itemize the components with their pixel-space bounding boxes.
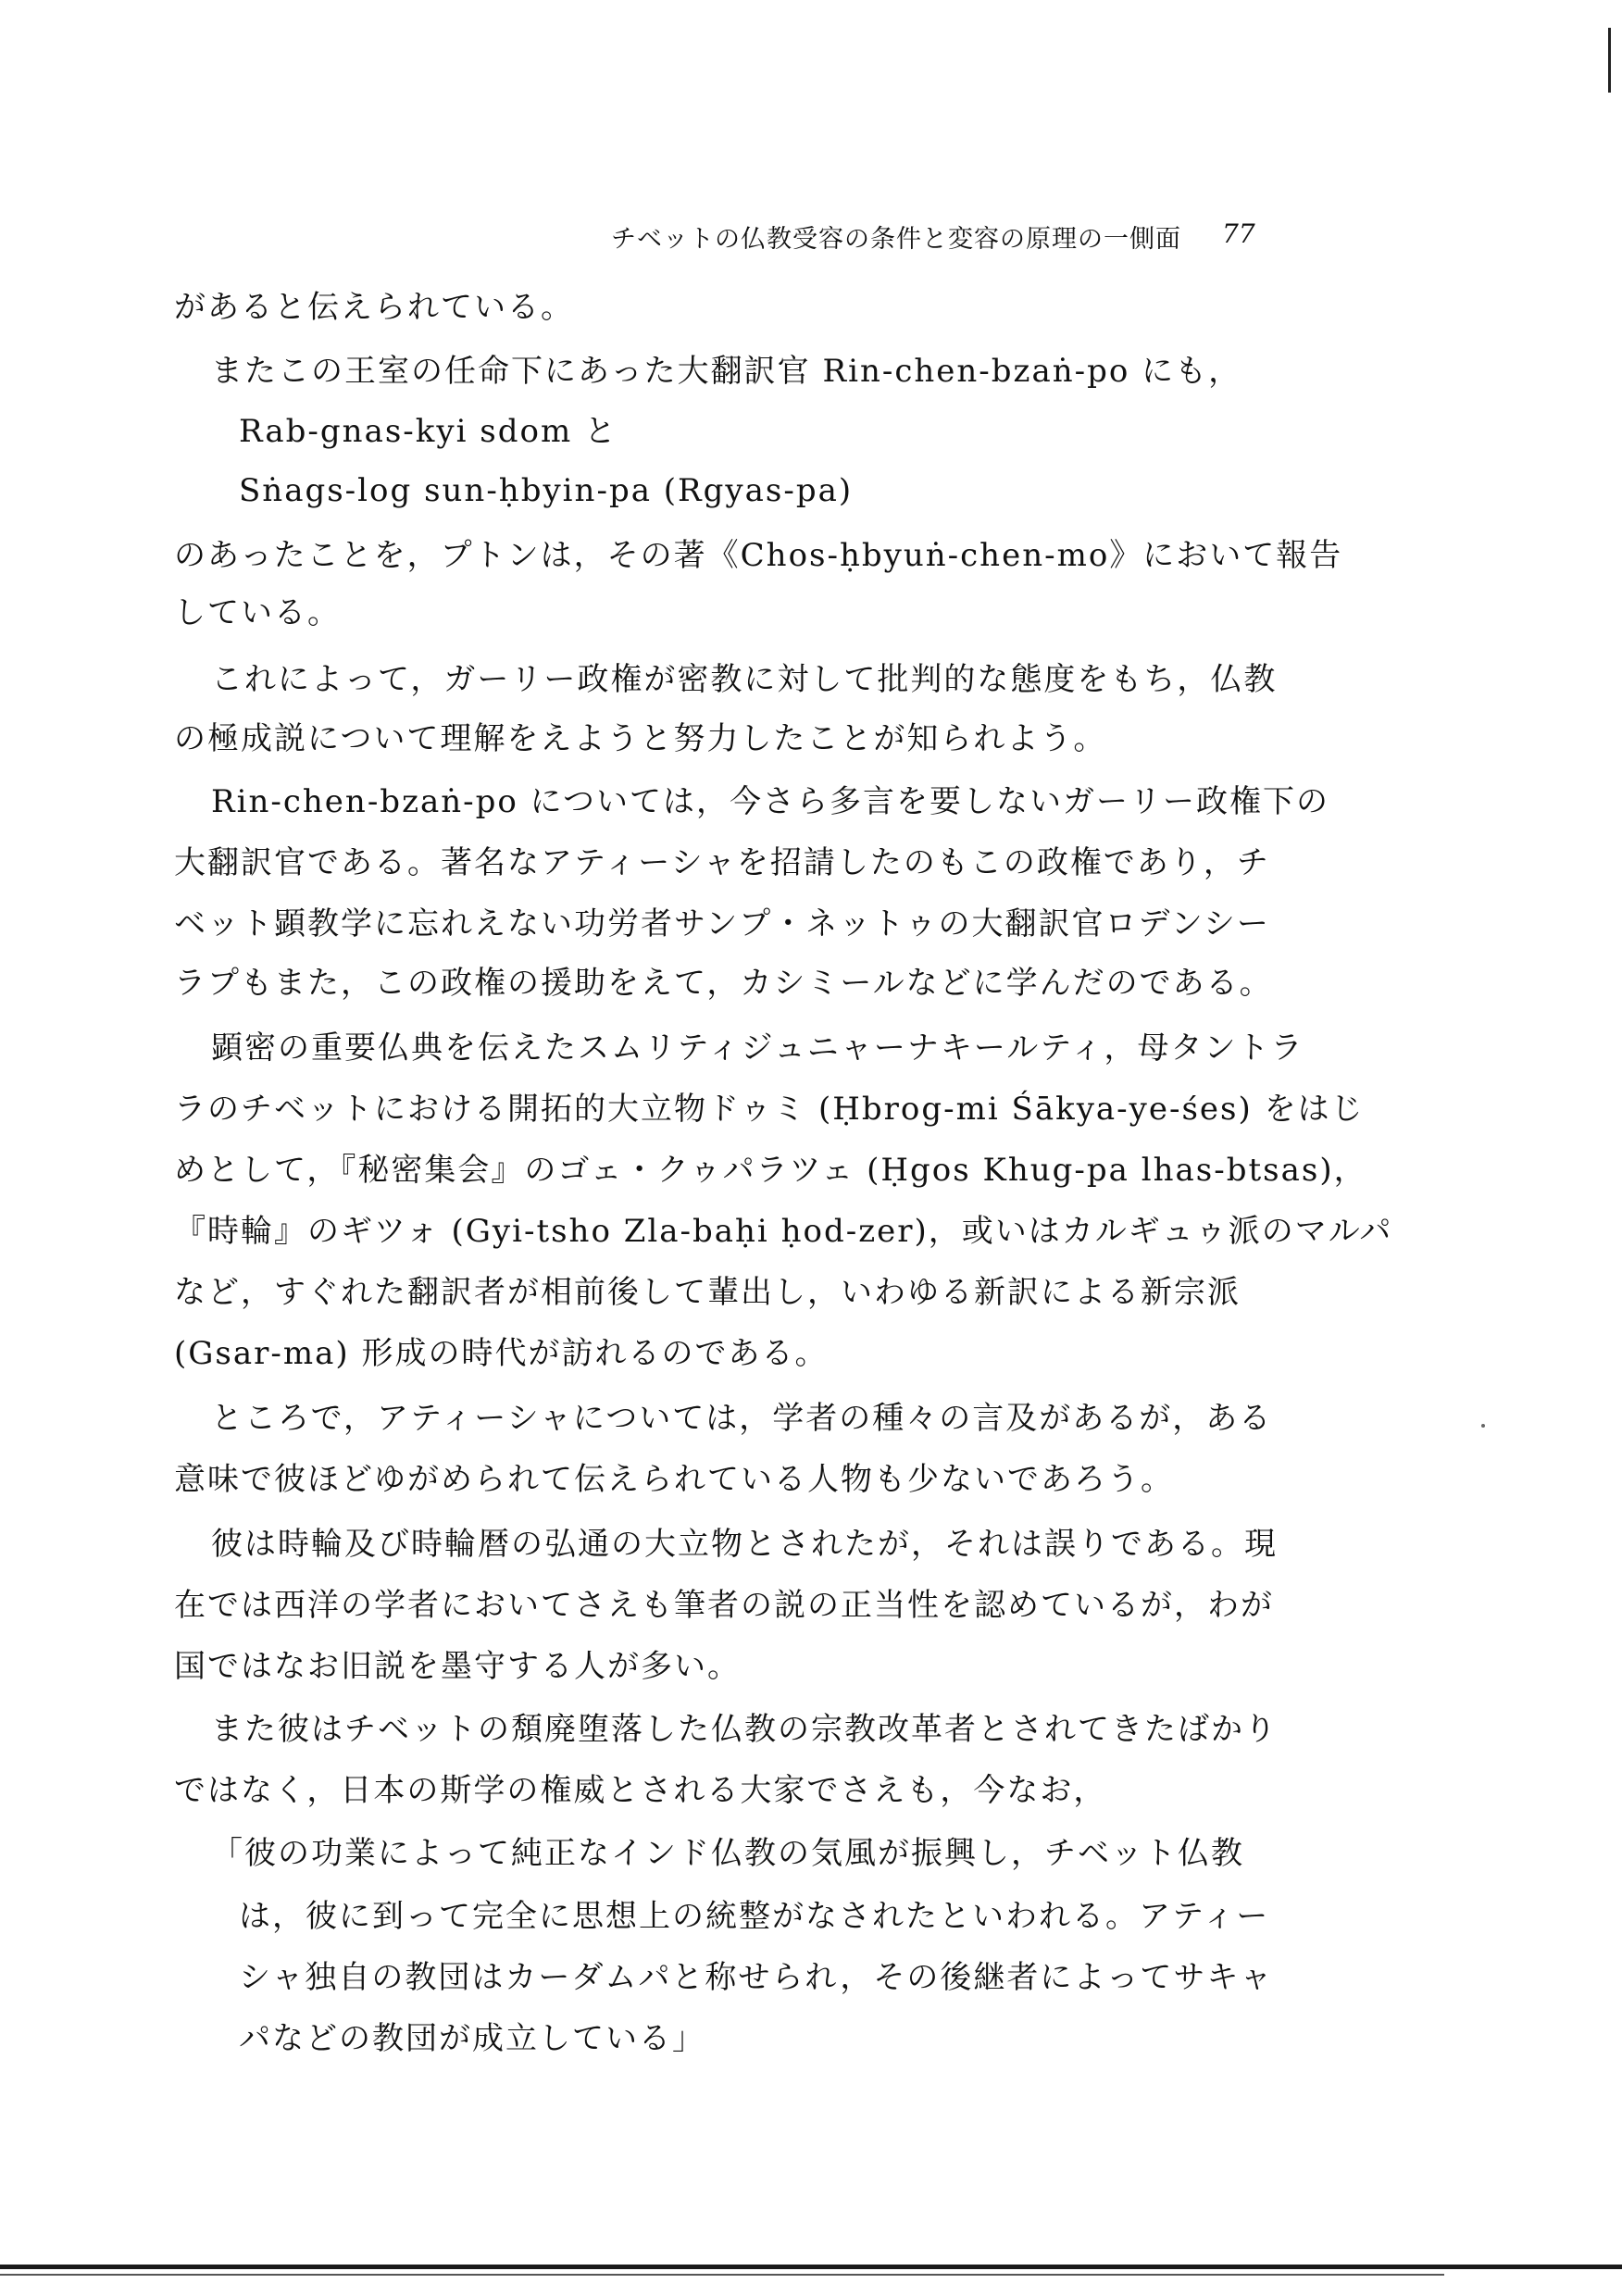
scan-dust-speck [1481,1424,1485,1428]
text-line: 『時輪』のギツォ (Gyi-tsho Zla-baḥi ḥod-zer)，或いはカルギュゥ派のマルパ [174,1213,1393,1250]
text-line: ラプもまた，この政権の援助をえて，カシミールなどに学んだのである。 [174,965,1273,1002]
page-number: 77 [1222,218,1255,249]
text-line: のあったことを，プトンは，その著《Chos-ḥbyuṅ-chen-mo》において報告 [174,537,1343,574]
text-line: ではなく，日本の斯学の権威とされる大家でさえも，今なお， [174,1772,1107,1809]
text-line: 彼は時輪及び時輪暦の弘通の大立物とされたが，それは誤りである。現 [211,1526,1278,1563]
text-line: 顕密の重要仏典を伝えたスムリティジュニャーナキールティ，母タントラ [211,1029,1304,1067]
text-line: など，すぐれた翻訳者が相前後して輩出し，いわゆる新訳による新宗派 [174,1274,1241,1311]
text-line: ベット顕教学に忘れえない功労者サンプ・ネットゥの大翻訳官ロデンシー [174,905,1270,942]
text-line: ところで，アティーシャについては，学者の種々の言及があるが，ある [211,1400,1273,1437]
text-line: またこの王室の任命下にあった大翻訳官 Rin-chen-bzaṅ-po にも， [211,353,1242,390]
text-line: Rin-chen-bzaṅ-po については，今さら多言を要しないガーリー政権下の [211,783,1329,820]
text-line: Rab-gnas-kyi sdom と [239,413,618,450]
text-line: ラのチベットにおける開拓的大立物ドゥミ (Ḥbrog-mi Śākya-ye-śes) をはじ [174,1091,1365,1128]
running-header-title: チベットの仏教受容の条件と変容の原理の一側面 [611,225,1181,254]
text-line: があると伝えられている。 [174,289,574,326]
text-line: 在では西洋の学者においてさえも筆者の説の正当性を認めているが，わが [174,1587,1274,1624]
page-bottom-rule-secondary [0,2274,1444,2276]
text-line: また彼はチベットの頽廃堕落した仏教の宗教改革者とされてきたばかり [211,1711,1278,1748]
text-line: 意味で彼ほどゆがめられて伝えられている人物も少ないであろう。 [174,1461,1174,1498]
quote-line: パなどの教団が成立している」 [239,2020,705,2057]
text-line: の極成説について理解をえようと努力したことが知られよう。 [174,720,1107,757]
text-line: 国ではなお旧説を墨守する人が多い。 [174,1648,741,1685]
quote-line: 「彼の功業によって純正なインド仏教の気風が振興し，チベット仏教 [211,1835,1244,1872]
text-line: めとして，『秘密集会』のゴェ・クゥパラツェ (Ḥgos Khug-pa lhas-btsas)， [174,1152,1367,1189]
page-bottom-rule [0,2265,1622,2269]
text-line: 大翻訳官である。著名なアティーシャを招請したのもこの政権であり，チ [174,844,1270,881]
text-line: これによって，ガーリー政権が密教に対して批判的な態度をもち，仏教 [211,661,1278,698]
text-line: Sṅags-log sun-ḥbyin-pa (Rgyas-pa) [239,472,854,509]
text-line: (Gsar-ma) 形成の時代が訪れるのである。 [174,1335,829,1372]
quote-line: は，彼に到って完全に思想上の統整がなされたといわれる。アティー [239,1898,1270,1935]
scan-edge-mark [1608,28,1611,93]
running-header [611,218,1278,256]
text-line: している。 [174,594,341,631]
quote-line: シャ独自の教団はカーダムパと称せられ，その後継者によってサキャ [239,1959,1274,1996]
